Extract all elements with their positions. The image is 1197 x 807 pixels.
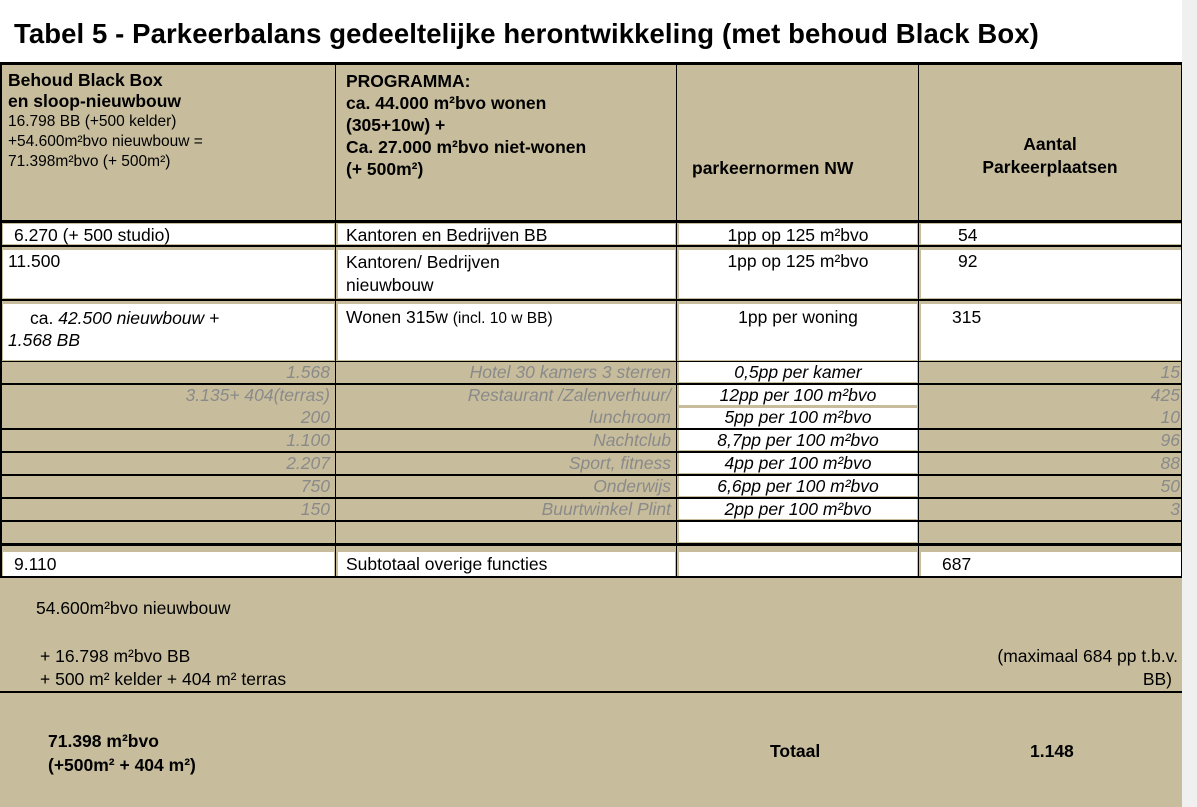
cell-norm: 6,6pp per 100 m²bvo <box>717 476 879 496</box>
cell-area: 1.568 <box>286 362 330 382</box>
cell-program: Sport, fitness <box>568 453 671 473</box>
cell-count: 96 <box>1160 430 1180 450</box>
cell-program: Onderwijs <box>593 476 671 496</box>
summary-nieuwbouw: 54.600m²bvo nieuwbouw <box>36 598 231 618</box>
cell-count: 54 <box>958 225 978 245</box>
cell-norm: 0,5pp per kamer <box>734 362 862 382</box>
cell-program: Nachtclub <box>593 430 671 450</box>
table-border <box>0 62 1182 65</box>
cell-program: lunchroom <box>589 407 671 427</box>
cell-area: 750 <box>300 476 330 496</box>
cell-count: 10 <box>1160 407 1180 427</box>
cell-count: 88 <box>1160 453 1180 473</box>
cell-count: 3 <box>1170 499 1180 519</box>
cell-area: 150 <box>300 499 330 519</box>
cell-area: 1.568 BB <box>8 330 80 350</box>
page-title: Tabel 5 - Parkeerbalans gedeeltelijke herontwikkeling (met behoud Black Box) <box>14 18 1039 49</box>
total-value: 1.148 <box>1030 741 1074 761</box>
table-border <box>0 543 1182 546</box>
cell-program: Buurtwinkel Plint <box>541 499 671 519</box>
cell-norm: 1pp op 125 m²bvo <box>727 251 869 271</box>
header-cell-programma: PROGRAMMA: ca. 44.000 m²bvo wonen (305+10w) + Ca. 27.000 m²bvo niet-wonen (+ 500m²) <box>346 71 587 179</box>
cell-area: 200 <box>300 407 330 427</box>
cell-count: 15 <box>1160 362 1180 382</box>
scrollbar[interactable] <box>1182 0 1197 807</box>
total-label: Totaal <box>770 741 821 761</box>
table-border <box>0 576 1182 578</box>
table-border <box>0 62 2 577</box>
cell-count: 425 <box>1150 385 1180 405</box>
cell-program: Subtotaal overige functies <box>346 554 548 574</box>
cell-program: Kantoren en Bedrijven BB <box>346 225 548 245</box>
cell-program: Restaurant /Zalenverhuur/ <box>467 385 671 405</box>
table-cell <box>679 522 917 542</box>
table-border <box>0 245 1182 247</box>
cell-norm: 2pp per 100 m²bvo <box>724 499 872 519</box>
cell-program: Wonen 315w (incl. 10 w BB) <box>346 307 553 327</box>
cell-norm: 4pp per 100 m²bvo <box>724 453 872 473</box>
cell-count: 687 <box>942 554 972 574</box>
table-border <box>1181 62 1182 577</box>
cell-norm: 12pp per 100 m²bvo <box>719 385 877 405</box>
table-cell <box>679 552 917 576</box>
table-border <box>0 299 1182 301</box>
cell-count: 92 <box>958 251 978 271</box>
table-border <box>335 62 336 577</box>
cell-area: 1.100 <box>286 430 330 450</box>
cell-count: 315 <box>952 307 982 327</box>
header-cell-aantal: Aantal Parkeerplaatsen <box>982 134 1118 177</box>
table-border <box>676 62 677 577</box>
cell-area: ca. 42.500 nieuwbouw + <box>30 308 220 328</box>
cell-area: 9.110 <box>14 554 57 574</box>
cell-area: 6.270 (+ 500 studio) <box>14 225 171 245</box>
cell-norm: 1pp op 125 m²bvo <box>727 225 869 245</box>
table-border <box>0 691 1182 693</box>
cell-program: Hotel 30 kamers 3 sterren <box>469 362 671 382</box>
header-cell-parkeernormen: parkeernormen NW <box>692 158 854 178</box>
cell-norm: 1pp per woning <box>738 307 858 327</box>
cell-norm: 5pp per 100 m²bvo <box>724 407 872 427</box>
summary-max-note: (maximaal 684 pp t.b.v. BB) <box>997 646 1178 689</box>
header-cell-area: Behoud Black Box en sloop-nieuwbouw 16.798 BB (+500 kelder) +54.600m²bvo nieuwbouw = 71.398m²bvo (+ 500m²) <box>8 70 203 170</box>
cell-area: 2.207 <box>286 453 330 473</box>
cell-program: Kantoren/ Bedrijven nieuwbouw <box>346 252 500 295</box>
cell-count: 50 <box>1160 476 1180 496</box>
total-area: 71.398 m²bvo (+500m² + 404 m²) <box>48 731 196 775</box>
summary-additions: + 16.798 m²bvo BB + 500 m² kelder + 404 m² terras <box>40 646 287 689</box>
cell-area: 3.135+ 404(terras) <box>185 385 330 405</box>
table-border <box>0 520 1182 522</box>
table-border <box>918 62 919 577</box>
table-border <box>0 220 1182 223</box>
cell-area: 11.500 <box>8 251 61 271</box>
cell-norm: 8,7pp per 100 m²bvo <box>717 430 879 450</box>
